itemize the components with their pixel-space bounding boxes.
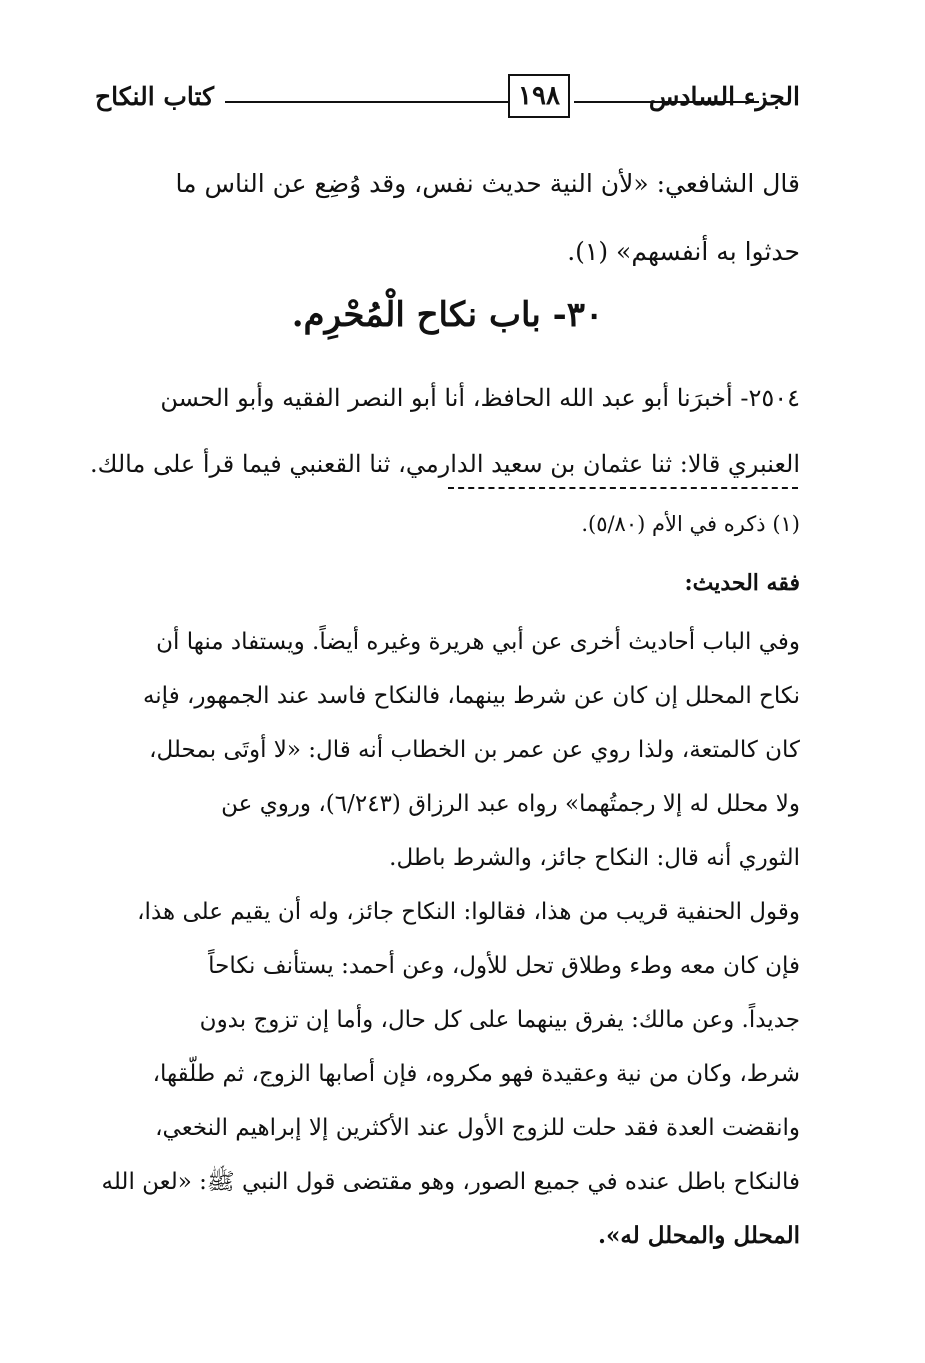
- text-line: العنبري قالا: ثنا عثمان بن سعيد الدارمي، ثنا القعنبي فيما قرأ على مالك.: [89, 450, 800, 478]
- header-rule-left: [225, 101, 508, 103]
- text-line: فإن كان معه وطء وطلاق تحل للأول، وعن أحمد: يستأنف نكاحاً: [208, 953, 800, 979]
- text-line: المحلل والمحلل له».: [598, 1222, 800, 1249]
- text-line: فالنكاح باطل عنده في جميع الصور، وهو مقتضى قول النبي ﷺ: «لعن الله: [101, 1169, 800, 1195]
- text-line: الثوري أنه قال: النكاح جائز، والشرط باطل.: [389, 845, 800, 871]
- running-header: [95, 74, 800, 124]
- chapter-title: ٣٠- باب نكاح الْمُحْرِم.: [291, 295, 604, 335]
- volume-label: الجزء السادس: [648, 82, 800, 111]
- text-line: حدثوا به أنفسهم» (١).: [567, 237, 800, 266]
- shafii-quote: [95, 150, 800, 286]
- text-line: وفي الباب أحاديث أخرى عن أبي هريرة وغيره أيضاً. ويستفاد منها أن: [156, 629, 800, 655]
- book-title: كتاب النكاح: [95, 82, 214, 111]
- page-number: ١٩٨: [508, 74, 570, 118]
- footnote: (١) ذكره في الأم (٥/٨٠).: [581, 512, 800, 536]
- section-heading: فقه الحديث:: [684, 570, 800, 596]
- text-line: ولا محلل له إلا رجمتُهما» رواه عبد الرزاق (٦/٢٤٣)، وروي عن: [221, 791, 800, 817]
- text-line: قال الشافعي: «لأن النية حديث نفس، وقد وُضِع عن الناس ما: [175, 169, 800, 198]
- text-line: شرط، وكان من نية وعقيدة فهو مكروه، فإن أصابها الزوج، ثم طلّقها،: [152, 1061, 800, 1087]
- text-line: وانقضت العدة فقد حلت للزوج الأول عند الأكثرين إلا إبراهيم النخعي،: [155, 1115, 800, 1141]
- text-line: وقول الحنفية قريب من هذا، فقالوا: النكاح جائز، وله أن يقيم على هذا،: [137, 899, 800, 925]
- text-line: كان كالمتعة، ولذا روي عن عمر بن الخطاب أنه قال: «لا أوتَى بمحلل،: [149, 737, 800, 763]
- text-line: ٢٥٠٤- أخبرَنا أبو عبد الله الحافظ، أنا أبو النصر الفقيه وأبو الحسن: [160, 384, 800, 412]
- text-line: جديداً. وعن مالك: يفرق بينهما على كل حال، وأما إن تزوج بدون: [199, 1007, 800, 1033]
- hadith-isnad: [85, 365, 800, 497]
- footnote-separator: [448, 487, 798, 489]
- text-line: نكاح المحلل إن كان عن شرط بينهما، فالنكاح فاسد عند الجمهور، فإنه: [142, 683, 800, 709]
- fiqh-commentary: [95, 615, 800, 1263]
